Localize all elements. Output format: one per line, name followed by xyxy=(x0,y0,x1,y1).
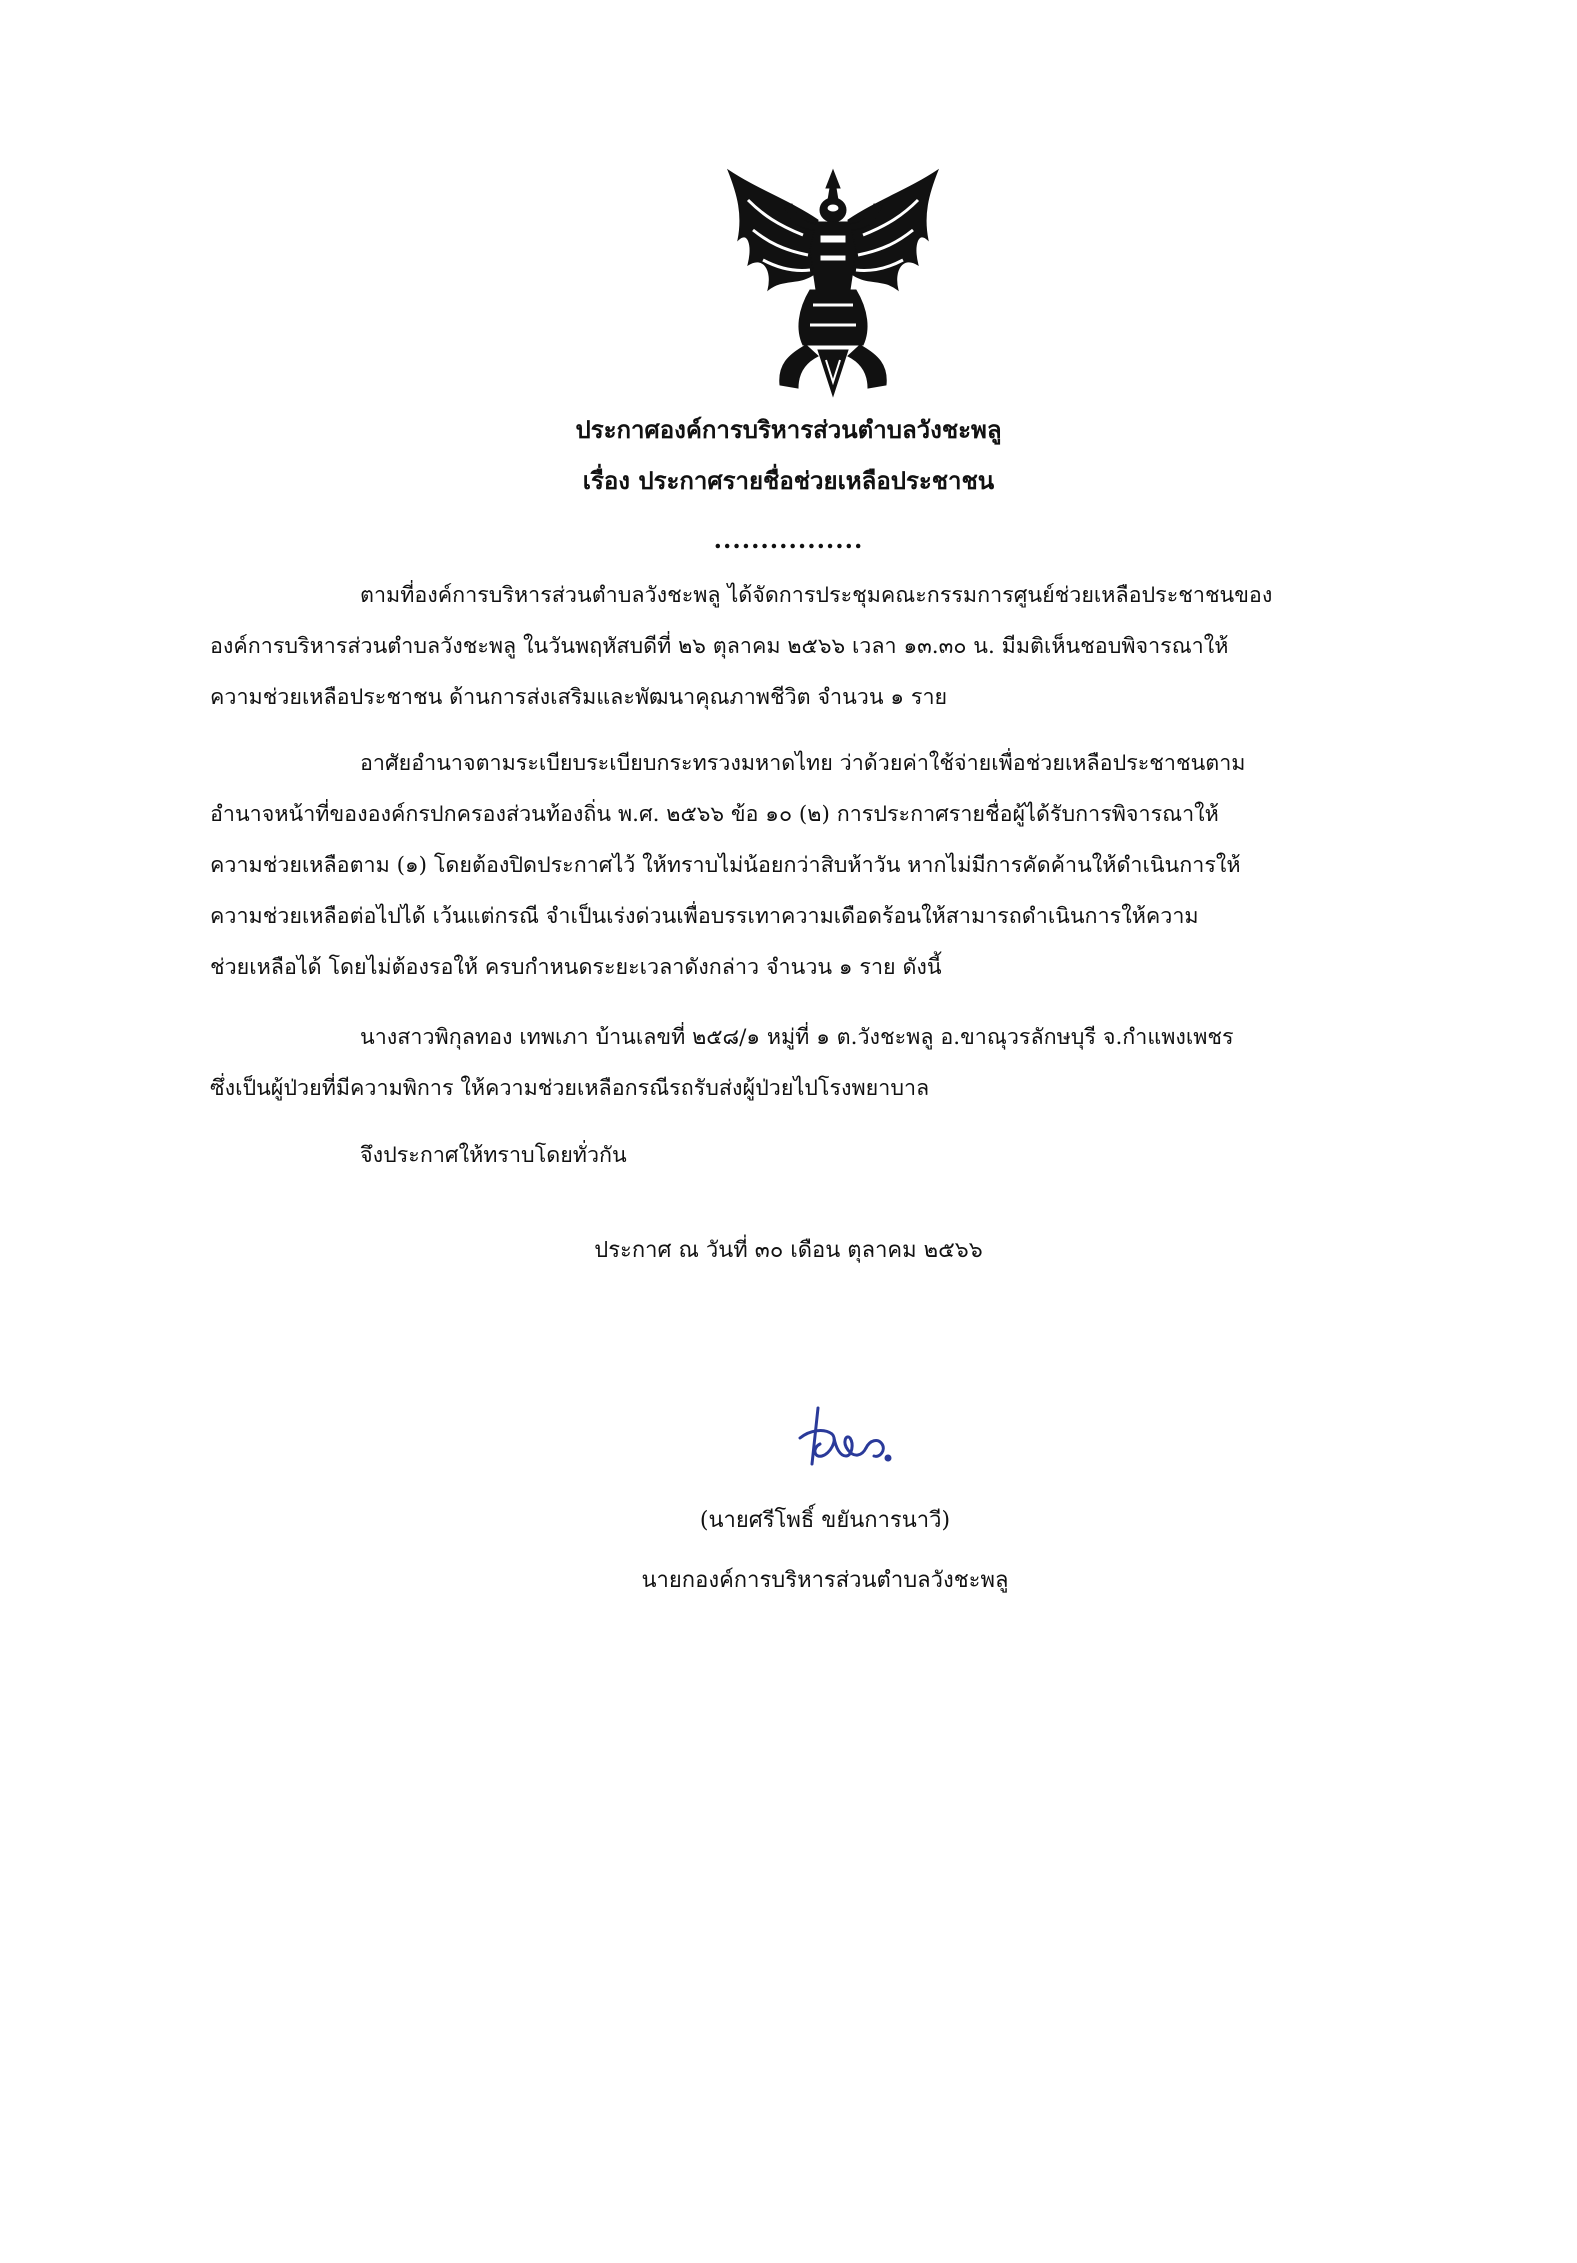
paragraph-line: ตามที่องค์การบริหารส่วนตำบลวังชะพลู ได้จัดการประชุมคณะกรรมการศูนย์ช่วยเหลือประชาชนของ xyxy=(360,583,1273,608)
announcement-title: ประกาศองค์การบริหารส่วนตำบลวังชะพลู xyxy=(575,415,1002,444)
paragraph-line: ช่วยเหลือได้ โดยไม่ต้องรอให้ ครบกำหนดระยะเวลาดังกล่าว จำนวน ๑ ราย ดังนี้ xyxy=(210,955,942,980)
paragraph-line: ความช่วยเหลือต่อไปได้ เว้นแต่กรณี จำเป็นเร่งด่วนเพื่อบรรเทาความเดือดร้อนให้สามารถดำเนินการให้ความ xyxy=(210,904,1199,929)
handwritten-signature-icon xyxy=(790,1398,910,1478)
paragraph-regulation xyxy=(210,738,1500,993)
paragraph-closing xyxy=(210,1130,1500,1181)
paragraph-line: อาศัยอำนาจตามระเบียบระเบียบกระทรวงมหาดไทย ว่าด้วยค่าใช้จ่ายเพื่อช่วยเหลือประชาชนตาม xyxy=(360,751,1246,776)
paragraph-line: ความช่วยเหลือตาม (๑) โดยต้องปิดประกาศไว้ ให้ทราบไม่น้อยกว่าสิบห้าวัน หากไม่มีการคัดค้านให้ดำเนินการให้ xyxy=(210,853,1241,878)
announcement-subject: เรื่อง ประกาศรายชื่อช่วยเหลือประชาชน xyxy=(582,466,995,495)
closing-text: จึงประกาศให้ทราบโดยทั่วกัน xyxy=(360,1143,627,1168)
title-separator: ................ xyxy=(713,525,864,554)
paragraph-recipient xyxy=(210,1012,1500,1114)
paragraph-line: องค์การบริหารส่วนตำบลวังชะพลู ในวันพฤหัสบดีที่ ๒๖ ตุลาคม ๒๕๖๖ เวลา ๑๓.๓๐ น. มีมติเห็นชอบพิจารณาให้ xyxy=(210,634,1229,659)
paragraph-line: ซึ่งเป็นผู้ป่วยที่มีความพิการ ให้ความช่วยเหลือกรณีรถรับส่งผู้ป่วยไปโรงพยาบาล xyxy=(210,1076,930,1101)
paragraph-line: อำนาจหน้าที่ขององค์กรปกครองส่วนท้องถิ่น พ.ศ. ๒๕๖๖ ข้อ ๑๐ (๒) การประกาศรายชื่อผู้ได้รับการพิจารณาให้ xyxy=(210,802,1219,827)
announcement-date: ประกาศ ณ วันที่ ๓๐ เดือน ตุลาคม ๒๕๖๖ xyxy=(594,1238,983,1263)
signer-name: (นายศรีโพธิ์ ขยันการนาวี) xyxy=(699,1508,951,1533)
paragraph-line: นางสาวพิกุลทอง เทพเภา บ้านเลขที่ ๒๕๘/๑ หมู่ที่ ๑ ต.วังชะพลู อ.ขาณุวรลักษบุรี จ.กำแพงเพชร xyxy=(360,1025,1234,1050)
signer-position: นายกองค์การบริหารส่วนตำบลวังชะพลู xyxy=(641,1568,1009,1593)
paragraph-line: ความช่วยเหลือประชาชน ด้านการส่งเสริมและพัฒนาคุณภาพชีวิต จำนวน ๑ ราย xyxy=(210,685,948,710)
paragraph-meeting xyxy=(210,570,1500,723)
garuda-emblem-icon xyxy=(718,160,948,398)
